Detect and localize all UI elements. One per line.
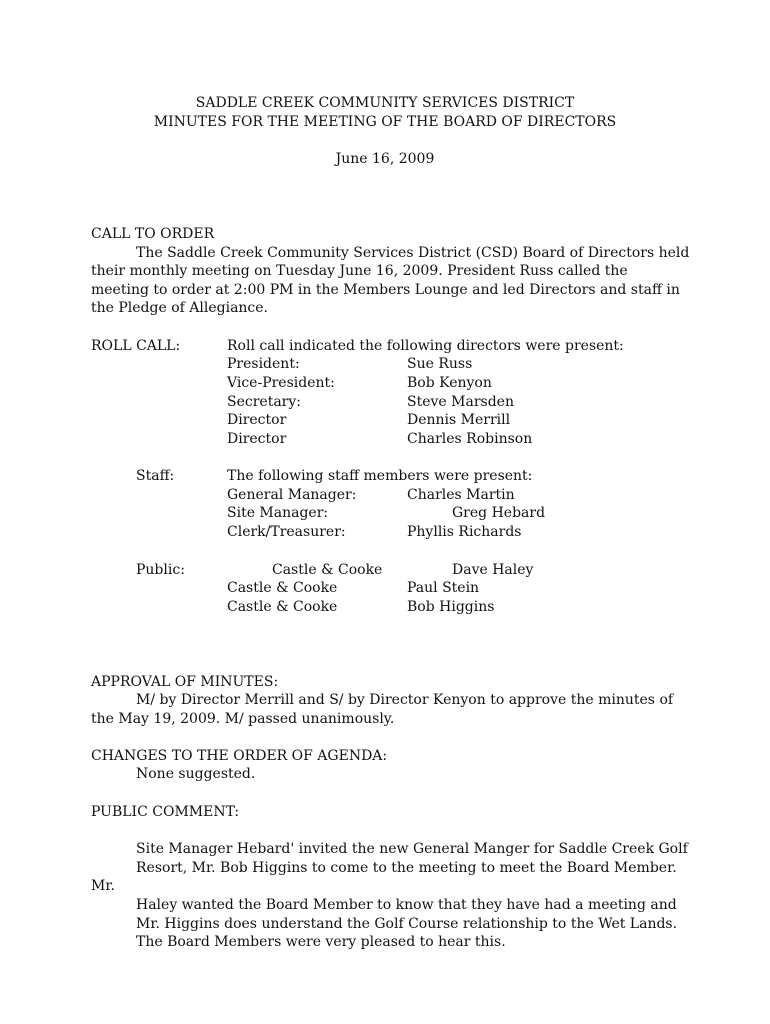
minutes-title: MINUTES FOR THE MEETING OF THE BOARD OF DIRECTORS <box>153 114 617 130</box>
roll-call-intro: Roll call indicated the following directors were present: <box>227 338 624 354</box>
public-name: Paul Stein <box>407 580 480 596</box>
call-to-order-line: their monthly meeting on Tuesday June 16, 2009. President Russ called the <box>91 263 628 279</box>
public-org: Castle & Cooke <box>227 599 338 615</box>
public-org: Castle & Cooke <box>272 562 383 578</box>
public-name: Dave Haley <box>452 562 534 578</box>
changes-heading: CHANGES TO THE ORDER OF AGENDA: <box>91 748 388 764</box>
roll-call-role: Vice-President: <box>227 375 335 391</box>
staff-role: Clerk/Treasurer: <box>227 524 346 540</box>
roll-call-name: Steve Marsden <box>407 394 514 410</box>
meeting-date: June 16, 2009 <box>335 151 435 167</box>
staff-role: Site Manager: <box>227 505 329 521</box>
public-name: Bob Higgins <box>407 599 495 615</box>
roll-call-name: Dennis Merrill <box>407 412 511 428</box>
public-comment-mr: Mr. <box>91 878 115 894</box>
public-label: Public: <box>136 562 185 578</box>
public-comment-line: The Board Members were very pleased to hear this. <box>136 934 506 950</box>
staff-name: Charles Martin <box>407 487 515 503</box>
roll-call-name: Sue Russ <box>407 356 473 372</box>
roll-call-role: Director <box>227 431 287 447</box>
roll-call-name: Charles Robinson <box>407 431 533 447</box>
district-title: SADDLE CREEK COMMUNITY SERVICES DISTRICT <box>195 95 575 111</box>
roll-call-role: President: <box>227 356 300 372</box>
public-comment-line: Site Manager Hebard' invited the new General Manger for Saddle Creek Golf <box>136 841 688 857</box>
approval-line: the May 19, 2009. M/ passed unanimously. <box>91 711 395 727</box>
staff-intro: The following staff members were present: <box>227 468 533 484</box>
public-comment-line: Mr. Higgins does understand the Golf Course relationship to the Wet Lands. <box>136 916 678 932</box>
public-org: Castle & Cooke <box>227 580 338 596</box>
call-to-order-line: meeting to order at 2:00 PM in the Members Lounge and led Directors and staff in <box>91 282 680 298</box>
public-comment-line: Haley wanted the Board Member to know that they have had a meeting and <box>136 897 677 913</box>
public-comment-heading: PUBLIC COMMENT: <box>91 804 240 820</box>
changes-line: None suggested. <box>136 766 256 782</box>
staff-label: Staff: <box>136 468 175 484</box>
staff-name: Greg Hebard <box>452 505 546 521</box>
staff-role: General Manager: <box>227 487 357 503</box>
roll-call-name: Bob Kenyon <box>407 375 492 391</box>
roll-call-label: ROLL CALL: <box>91 338 181 354</box>
public-comment-line: Resort, Mr. Bob Higgins to come to the meeting to meet the Board Member. <box>136 860 677 876</box>
call-to-order-line: The Saddle Creek Community Services District (CSD) Board of Directors held <box>136 245 690 261</box>
approval-heading: APPROVAL OF MINUTES: <box>91 674 279 690</box>
approval-line: M/ by Director Merrill and S/ by Director Kenyon to approve the minutes of <box>136 692 674 708</box>
staff-name: Phyllis Richards <box>407 524 522 540</box>
call-to-order-line: the Pledge of Allegiance. <box>91 300 269 316</box>
roll-call-role: Director <box>227 412 287 428</box>
call-to-order-heading: CALL TO ORDER <box>91 226 215 242</box>
roll-call-role: Secretary: <box>227 394 301 410</box>
